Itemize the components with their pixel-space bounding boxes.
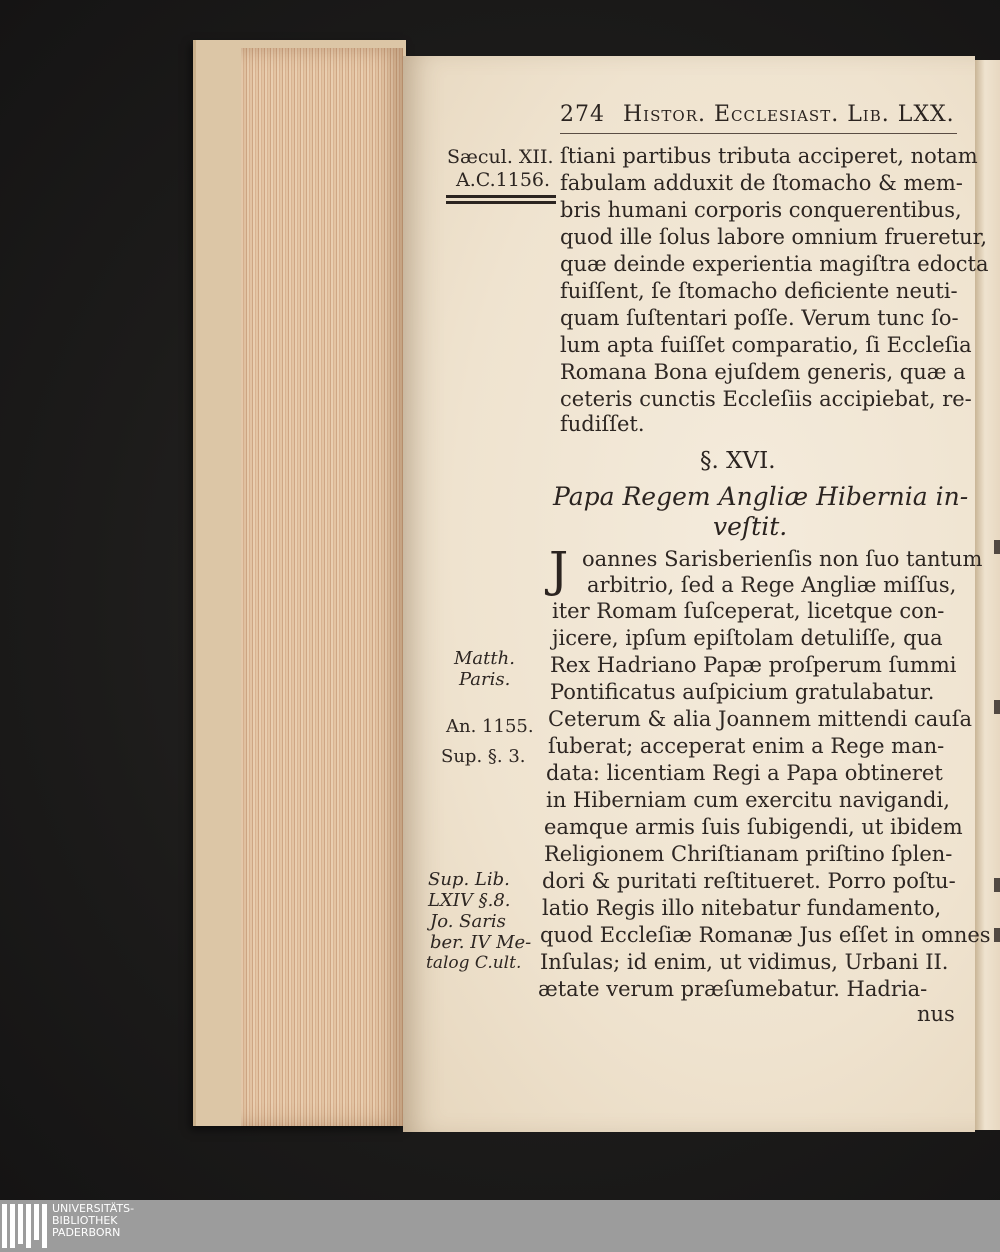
margin-note-talog: talog C.ult.	[426, 953, 522, 973]
body-line: fabulam adduxit de ſtomacho & mem-	[560, 171, 963, 195]
section-line: Inſulas; id enim, ut vidimus, Urbani II.	[540, 950, 949, 974]
body-line: ceteris cunctis Eccleſiis accipiebat, re-	[560, 387, 972, 411]
margin-note-metalog: ber. IV Me-	[430, 932, 532, 953]
library-logo-text	[52, 1203, 134, 1239]
section-line: ſuberat; acceperat enim a Rege man-	[548, 734, 945, 758]
section-line: iter Romam ſuſceperat, licetque con-	[552, 599, 945, 623]
section-line: data: licentiam Regi a Papa obtineret	[546, 761, 943, 785]
margin-note-an: An. 1155.	[446, 716, 534, 737]
section-line: dori & puritati reſtitueret. Porro poſtu-	[542, 869, 956, 893]
section-line: Rex Hadriano Papæ proſperum ſummi	[550, 653, 957, 677]
header-rule	[560, 133, 957, 134]
logo-line1: UNIVERSITÄTS-	[52, 1202, 135, 1215]
body-line: ſtiani partibus tributa acciperet, notam	[560, 144, 978, 168]
margin-double-rule-bottom	[446, 201, 556, 204]
running-title: Histor. Ecclesiast. Lib. LXX.	[623, 102, 955, 127]
margin-note-matth: Matth.	[454, 648, 515, 669]
section-line: eamque armis ſuis ſubigendi, ut ibidem	[544, 815, 963, 839]
body-line: Romana Bona ejuſdem generis, quæ a	[560, 360, 966, 384]
margin-note-sup: Sup. §. 3.	[441, 746, 526, 767]
section-line: latio Regis illo nitebatur fundamento,	[542, 896, 942, 920]
section-line: in Hiberniam cum exercitu navigandi,	[546, 788, 950, 812]
margin-saecul: Sæcul. XII.	[447, 146, 554, 168]
catchword: nus	[917, 1002, 955, 1026]
page-number: 274	[560, 102, 605, 127]
body-line: quod ille ſolus labore omnium frueretur,	[560, 225, 988, 249]
section-line: quod Eccleſiæ Romanæ Jus eſſet in omnes	[540, 923, 991, 947]
body-line: bris humani corporis conquerentibus,	[560, 198, 962, 222]
section-line: oannes Sarisberienſis non ſuo tantum	[582, 547, 983, 571]
right-page-sliver	[975, 60, 1000, 1130]
section-number: §. XVI.	[700, 448, 776, 474]
section-line: Ceterum & alia Joannem mittendi cauſa	[548, 707, 973, 731]
logo-line2: BIBLIOTHEK	[52, 1214, 118, 1227]
logo-line3: PADERBORN	[52, 1226, 121, 1239]
section-rubric-line1: Papa Regem Angliæ Hibernia in-	[553, 482, 969, 511]
section-line: arbitrio, ſed a Rege Angliæ miſſus,	[587, 573, 957, 597]
body-line: quam ſuſtentari poſſe. Verum tunc ſo-	[560, 306, 959, 330]
section-line: Religionem Chriſtianam priſtino ſplen-	[544, 842, 953, 866]
margin-note-lxiv: LXIV §.8.	[428, 890, 511, 911]
body-line: fudiſſet.	[560, 412, 645, 436]
body-line: quæ deinde experientia magiſtra edocta	[560, 252, 989, 276]
section-line: ætate verum præſumebatur. Hadria-	[538, 977, 928, 1001]
margin-note-sup-lib: Sup. Lib.	[428, 869, 510, 890]
margin-year: A.C.1156.	[456, 169, 551, 191]
running-header	[560, 102, 955, 130]
body-line: lum apta fuiſſet comparatio, ſi Eccleſia	[560, 333, 972, 357]
library-logo-icon	[0, 1204, 48, 1248]
footer-bar	[0, 1200, 1000, 1252]
margin-double-rule-top	[446, 195, 556, 198]
section-line: jicere, ipſum epiſtolam detuliſſe, qua	[552, 626, 943, 650]
margin-note-paris: Paris.	[459, 669, 511, 690]
body-line: fuiſſent, ſe ſtomacho deficiente neuti-	[560, 279, 958, 303]
section-rubric-line2: veſtit.	[713, 512, 788, 541]
margin-note-jo-saris: Jo. Saris	[430, 911, 506, 932]
page-edges	[241, 48, 403, 1126]
drop-cap: J	[549, 542, 569, 598]
section-line: Pontificatus auſpicium gratulabatur.	[550, 680, 935, 704]
